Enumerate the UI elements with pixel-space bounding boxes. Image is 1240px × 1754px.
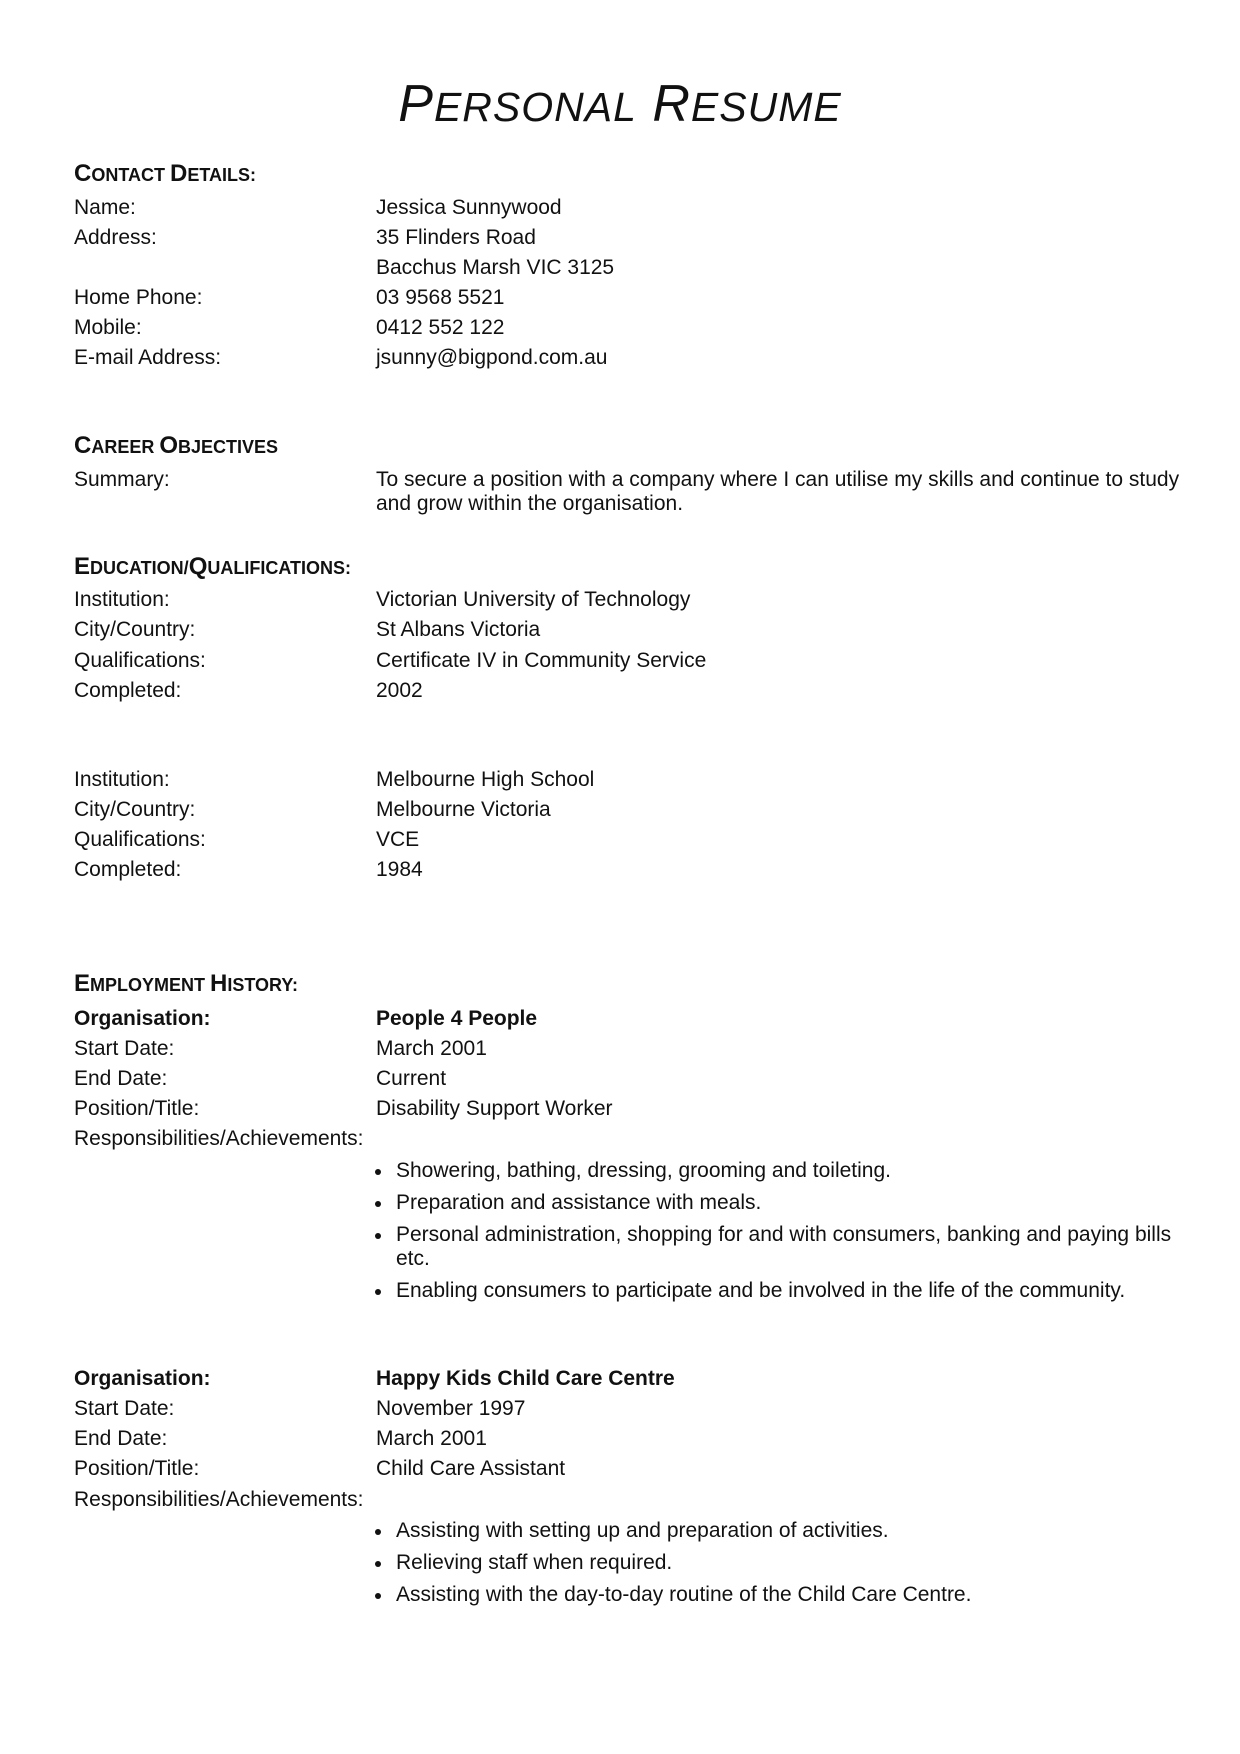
address-line-2: Bacchus Marsh VIC 3125: [376, 256, 615, 279]
position-value: Child Care Assistant: [376, 1457, 566, 1480]
field-label: Responsibilities/Achievements:: [74, 1127, 364, 1150]
title-rest-1: ERSONAL: [433, 84, 637, 130]
bullet-icon: [375, 1561, 381, 1567]
field-label: Organisation:: [74, 1007, 211, 1030]
field-label: City/Country:: [74, 618, 196, 641]
field-label: Start Date:: [74, 1397, 175, 1420]
start-date-value: November 1997: [376, 1397, 526, 1420]
responsibilities-list: [374, 1159, 1174, 1311]
field-label: Position/Title:: [74, 1457, 200, 1480]
qualification-value: Certificate IV in Community Service: [376, 649, 707, 672]
bullet-icon: [375, 1169, 381, 1175]
field-label: Institution:: [74, 588, 170, 611]
field-label: City/Country:: [74, 798, 196, 821]
organisation-value: People 4 People: [376, 1007, 538, 1030]
field-label: Responsibilities/Achievements:: [74, 1488, 364, 1511]
heading-cap: Q: [188, 553, 208, 580]
bullet-icon: [375, 1233, 381, 1239]
field-label: Institution:: [74, 768, 170, 791]
list-item-text: Relieving staff when required.: [396, 1551, 673, 1574]
summary-value: To secure a position with a company where I can utilise my skills and continue to study and grow within the organisation.: [376, 468, 1180, 515]
organisation-value: Happy Kids Child Care Centre: [376, 1367, 675, 1390]
bullet-icon: [375, 1289, 381, 1295]
address-line-1: 35 Flinders Road: [376, 226, 536, 249]
heading-rest: ONTACT: [91, 165, 170, 185]
career-heading: [74, 432, 278, 460]
mobile-value: 0412 552 122: [376, 316, 505, 339]
heading-rest: UALIFICATIONS:: [207, 558, 352, 578]
position-value: Disability Support Worker: [376, 1097, 613, 1120]
title-rest-2: ESUME: [690, 84, 842, 130]
heading-cap: C: [74, 432, 92, 459]
list-item-text: Personal administration, shopping for and with consumers, banking and paying bills etc.: [396, 1223, 1172, 1270]
heading-cap: O: [159, 432, 179, 459]
list-item: [374, 1583, 1174, 1607]
list-item-text: Preparation and assistance with meals.: [396, 1191, 762, 1214]
list-item: [374, 1279, 1174, 1303]
page-title: [0, 74, 1240, 134]
name-value: Jessica Sunnywood: [376, 196, 562, 219]
institution-value: Victorian University of Technology: [376, 588, 691, 611]
list-item-text: Assisting with setting up and preparation of activities.: [396, 1519, 889, 1542]
start-date-value: March 2001: [376, 1037, 487, 1060]
field-label: Start Date:: [74, 1037, 175, 1060]
list-item: [374, 1519, 1174, 1543]
qualification-value: VCE: [376, 828, 420, 851]
field-label: Home Phone:: [74, 286, 203, 309]
bullet-icon: [375, 1529, 381, 1535]
field-label: Completed:: [74, 679, 182, 702]
field-label: Summary:: [74, 468, 170, 491]
heading-rest: MPLOYMENT: [90, 975, 211, 995]
heading-cap: C: [74, 160, 92, 187]
end-date-value: Current: [376, 1067, 447, 1090]
field-label: Address:: [74, 226, 157, 249]
city-value: St Albans Victoria: [376, 618, 541, 641]
city-value: Melbourne Victoria: [376, 798, 551, 821]
institution-value: Melbourne High School: [376, 768, 595, 791]
completed-value: 2002: [376, 679, 423, 702]
heading-rest: BJECTIVES: [178, 437, 279, 457]
list-item-text: Showering, bathing, dressing, grooming and toileting.: [396, 1159, 891, 1182]
list-item: [374, 1159, 1174, 1183]
list-item: [374, 1551, 1174, 1575]
bullet-icon: [375, 1201, 381, 1207]
heading-cap: D: [170, 160, 188, 187]
email-value: jsunny@bigpond.com.au: [376, 346, 608, 369]
list-item: [374, 1191, 1174, 1215]
list-item: [374, 1223, 1174, 1271]
field-label: Qualifications:: [74, 649, 206, 672]
education-heading: [74, 553, 351, 581]
list-item-text: Assisting with the day-to-day routine of the Child Care Centre.: [396, 1583, 972, 1606]
list-item-text: Enabling consumers to participate and be involved in the life of the community.: [396, 1279, 1126, 1302]
bullet-icon: [375, 1593, 381, 1599]
field-label: Organisation:: [74, 1367, 211, 1390]
completed-value: 1984: [376, 858, 423, 881]
title-initial-2: R: [652, 75, 691, 133]
heading-cap: E: [74, 970, 91, 997]
heading-rest: ETAILS:: [187, 165, 257, 185]
field-label: Name:: [74, 196, 136, 219]
heading-rest: ISTORY:: [227, 975, 299, 995]
contact-heading: [74, 160, 256, 188]
heading-cap: H: [210, 970, 228, 997]
field-label: Mobile:: [74, 316, 142, 339]
field-label: End Date:: [74, 1427, 168, 1450]
heading-cap: E: [74, 553, 91, 580]
title-initial-1: P: [398, 75, 434, 133]
field-label: E-mail Address:: [74, 346, 222, 369]
employment-heading: [74, 970, 298, 998]
responsibilities-list: [374, 1519, 1174, 1615]
field-label: Completed:: [74, 858, 182, 881]
field-label: Qualifications:: [74, 828, 206, 851]
end-date-value: March 2001: [376, 1427, 487, 1450]
field-label: Position/Title:: [74, 1097, 200, 1120]
heading-rest: DUCATION/: [90, 558, 189, 578]
home-phone-value: 03 9568 5521: [376, 286, 505, 309]
heading-rest: AREER: [91, 437, 160, 457]
field-label: End Date:: [74, 1067, 168, 1090]
